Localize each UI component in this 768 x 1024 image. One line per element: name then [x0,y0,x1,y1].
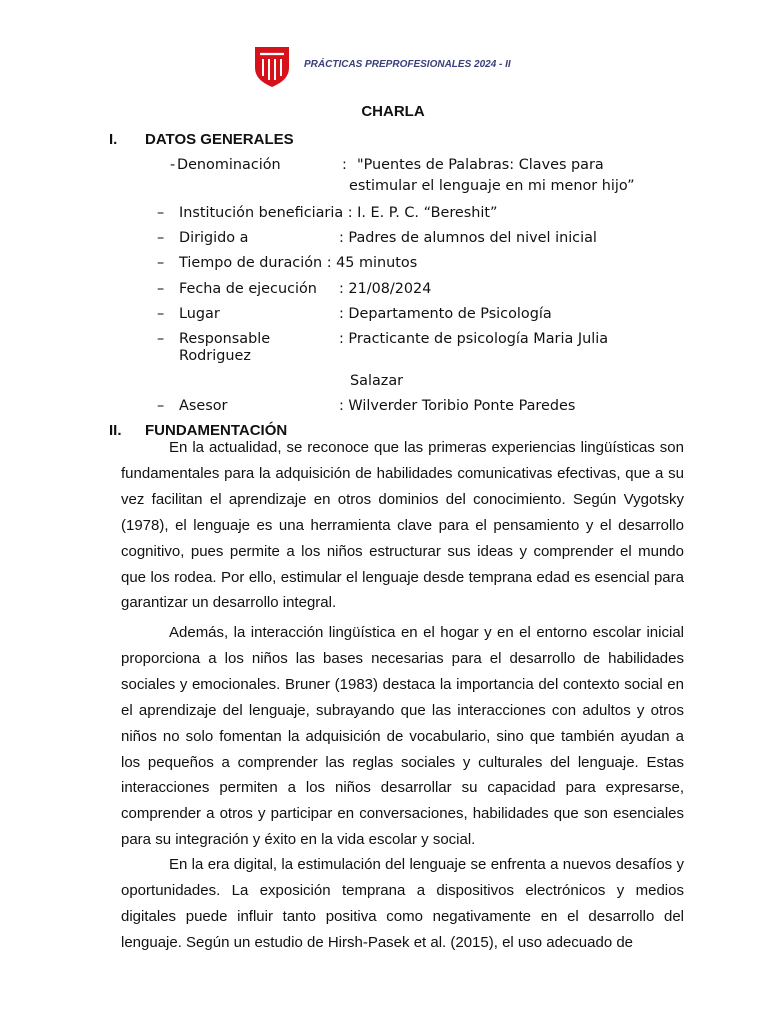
header-text: PRÁCTICAS PREPROFESIONALES 2024 - II [304,59,511,70]
row-label: Institución beneficiaria : I. E. P. C. “Bereshit” [179,205,498,221]
row-label: Dirigido a [179,230,249,246]
paragraph-1: En la actualidad, se reconoce que las primeras experiencias lingüísticas son fundamentales para la adquisición de habilidades comunicativas efectivas, que a su vez facilitan el aprendizaje en otros dominios del conocimiento. Según Vygotsky (1978), el lenguaje es una herramienta clave para el pensamiento y el desarrollo cognitivo, pues permite a los niños estructurar sus ideas y comprender el mundo que los rodea. Por ello, estimular el lenguaje desde temprana edad es esencial para garantizar un desarrollo integral. [121,439,684,612]
row-dash: – [157,255,165,271]
row-dash: – [157,331,165,347]
row-label: Tiempo de duración : 45 minutos [179,255,418,271]
row-label-continuation: Rodriguez [179,348,251,364]
row-label: Responsable [179,331,271,347]
row-dash: – [157,398,165,414]
row-value: : Practicante de psicología Maria Julia [339,331,609,347]
row-label: Asesor [179,398,228,414]
section-number: II. [109,422,122,439]
row-value: : Departamento de Psicología [339,306,552,322]
row-value-continuation: estimular el lenguaje en mi menor hijo” [349,178,635,194]
page-header [253,44,553,88]
row-label: Fecha de ejecución [179,281,317,297]
section-heading-datos [109,131,294,148]
section-title: FUNDAMENTACIÓN [145,422,288,439]
row-label: Denominación [177,157,281,173]
row-dash: - [170,157,176,173]
row-dash: – [157,281,165,297]
university-logo-icon [253,44,291,88]
row-value: : Padres de alumnos del nivel inicial [339,230,597,246]
paragraph-2: Además, la interacción lingüística en el hogar y en el entorno escolar inicial proporciona a los niños las bases necesarias para el desarrollo de habilidades sociales y emocionales. Bruner (1983) destaca la importancia del contexto social en el aprendizaje del lenguaje, subrayando que las interacciones con adultos y otros niños no solo fomentan la adquisición de vocabulario, sino que también ayudan a los pequeños a comprender las reglas sociales y culturales del lenguaje. Estas interacciones permiten a los niños desarrollar su capacidad para expresarse, comprender a otros y participar en conversaciones, habilidades que son esenciales para su integración y éxito en la vida escolar y social. [121,624,684,849]
row-colon: : [342,157,347,173]
section-number: I. [109,131,118,148]
document-title: CHARLA [361,103,425,120]
row-label: Lugar [179,306,220,322]
paragraph-3: En la era digital, la estimulación del lenguaje se enfrenta a nuevos desafíos y oportunidades. La exposición temprana a dispositivos electrónicos y medios digitales puede influir tanto positiva como negativamente en el desarrollo del lenguaje. Según un estudio de Hirsh-Pasek et al. (2015), el uso adecuado de [121,856,684,951]
row-value: : 21/08/2024 [339,281,432,297]
row-value: : Wilverder Toribio Ponte Paredes [339,398,576,414]
row-dash: – [157,306,165,322]
row-value: "Puentes de Palabras: Claves para [357,157,604,173]
row-dash: – [157,230,165,246]
row-value-continuation: Salazar [350,373,404,389]
section-title: DATOS GENERALES [145,131,294,148]
row-dash: – [157,205,165,221]
